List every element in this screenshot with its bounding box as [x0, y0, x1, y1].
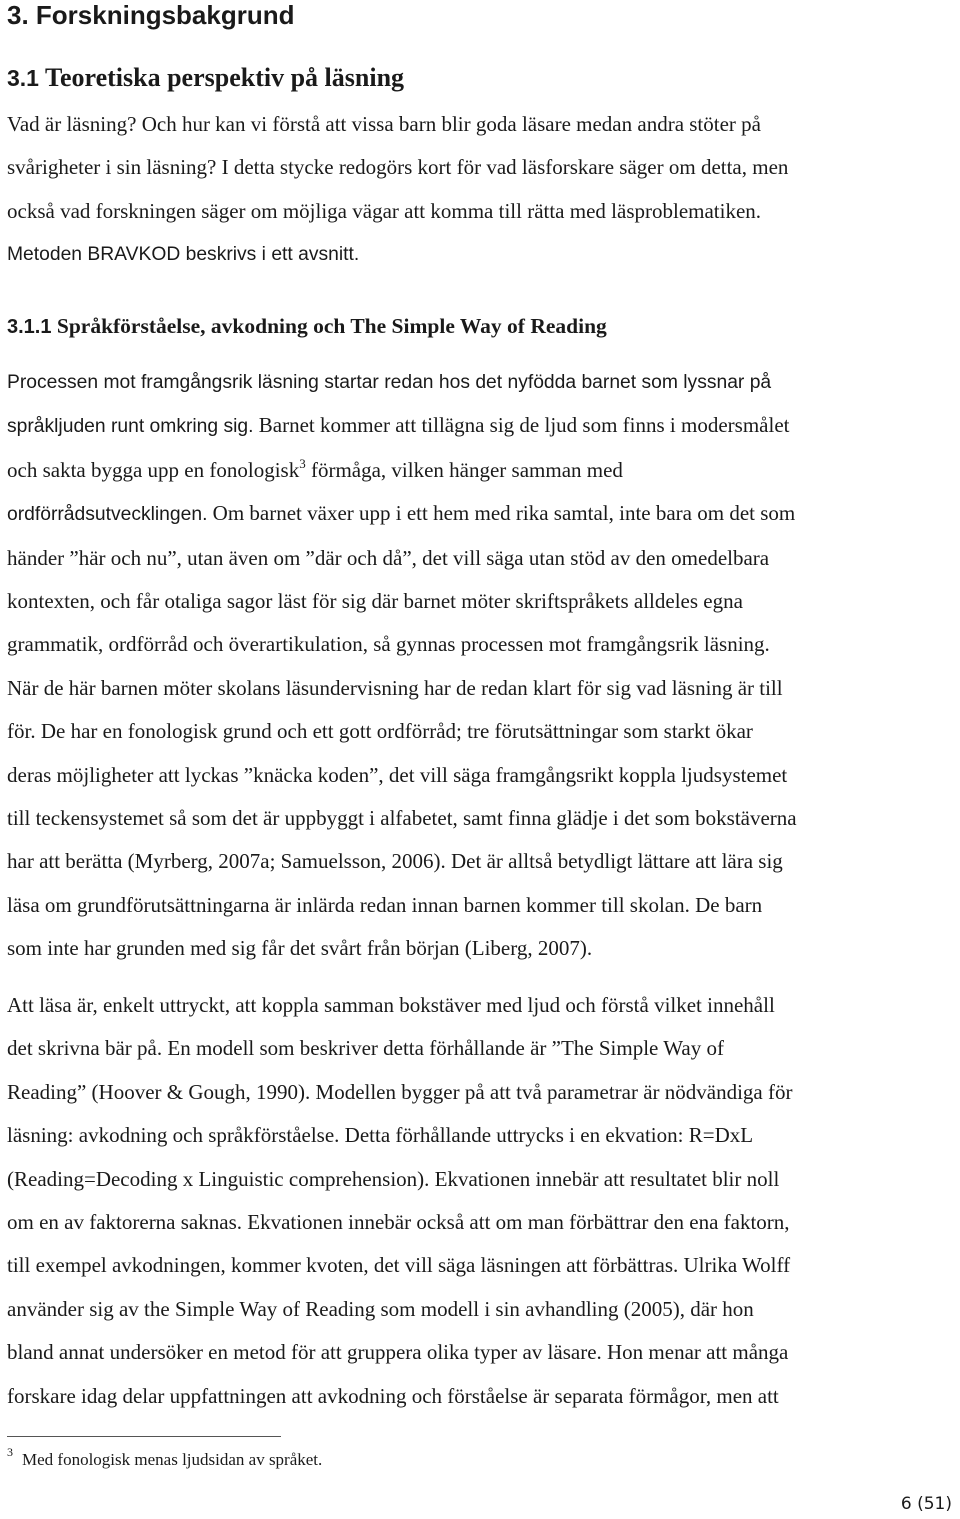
intro-paragraph — [7, 103, 957, 277]
text-line: grammatik, ordförråd och överartikulation, så gynnas processen mot framgångsrik läsning. — [7, 632, 770, 657]
text-line: har att berätta (Myrberg, 2007a; Samuelsson, 2006). Det är alltså betydligt lättare att lära sig — [7, 849, 783, 874]
section-heading: 3. Forskningsbakgrund — [7, 0, 295, 30]
body-paragraph-2 — [7, 984, 957, 1418]
text-line: också vad forskningen säger om möjliga vägar att komma till rätta med läsproblematiken. — [7, 198, 762, 223]
text-line: händer ”här och nu”, utan även om ”där och då”, det vill säga utan stöd av den omedelbara — [7, 545, 770, 570]
text-line: svårigheter i sin läsning? I detta stycke redogörs kort för vad läsforskare säger om detta, men — [7, 155, 789, 180]
text-line: (Reading=Decoding x Linguistic comprehension). Ekvationen innebär att resultatet blir noll — [7, 1166, 780, 1191]
footnote-reference[interactable]: 3 — [299, 455, 306, 471]
subsection-number: 3.1 — [7, 65, 39, 91]
text-line: Metoden BRAVKOD beskrivs i ett avsnitt. — [7, 244, 360, 266]
body-paragraph-1 — [7, 361, 957, 971]
text-line: det skrivna bär på. En modell som beskriver detta förhållande är ”The Simple Way of — [7, 1036, 724, 1061]
text-segment: och sakta bygga upp en fonologisk — [7, 457, 300, 482]
text-line — [7, 404, 957, 448]
footnote-separator — [7, 1436, 281, 1437]
text-line: som inte har grunden med sig får det svårt från början (Liberg, 2007). — [7, 936, 593, 961]
subsubsection-title: Språkförståelse, avkodning och The Simple Way of Reading — [51, 314, 607, 338]
text-line: kontexten, och får otaliga sagor läst för sig där barnet möter skriftspråkets alldeles egna — [7, 589, 743, 614]
subsection-title: Teoretiska perspektiv på läsning — [38, 63, 405, 92]
text-segment: språkljuden runt omkring sig. — [7, 416, 254, 438]
text-line: om en av faktorerna saknas. Ekvationen innebär också att om man förbättrar den ena faktorn, — [7, 1210, 790, 1235]
text-line — [7, 449, 957, 492]
text-line: Att läsa är, enkelt uttryckt, att koppla samman bokstäver med ljud och förstå vilket innehåll — [7, 993, 775, 1017]
text-line: till teckensystemet så som det är uppbyggt i alfabetet, samt finna glädje i det som bokstäverna — [7, 806, 797, 831]
text-line: Processen mot framgångsrik läsning startar redan hos det nyfödda barnet som lyssnar på — [7, 372, 772, 393]
subsubsection-heading — [7, 311, 607, 342]
subsubsection-number: 3.1.1 — [7, 316, 52, 338]
text-line: Vad är läsning? Och hur kan vi förstå att vissa barn blir goda läsare medan andra stöter på — [7, 112, 761, 136]
text-line — [7, 492, 957, 536]
text-segment: Om barnet växer upp i ett hem med rika samtal, inte bara om det som — [207, 501, 796, 526]
text-segment: ordförrådsutvecklingen. — [7, 504, 208, 526]
text-line: för. De har en fonologisk grund och ett gott ordförråd; tre förutsättningar som starkt ökar — [7, 719, 753, 744]
page-number: 6 (51) — [900, 1494, 952, 1514]
text-line: bland annat undersöker en metod för att gruppera olika typer av läsare. Hon menar att många — [7, 1340, 789, 1365]
text-line: Reading” (Hoover & Gough, 1990). Modellen bygger på att två parametrar är nödvändiga för — [7, 1079, 793, 1104]
text-line: forskare idag delar uppfattningen att avkodning och förståelse är separata förmågor, men att — [7, 1383, 779, 1408]
text-line: använder sig av the Simple Way of Reading som modell i sin avhandling (2005), där hon — [7, 1296, 754, 1321]
text-line: läsa om grundförutsättningarna är inlärda redan innan barnen kommer till skolan. De barn — [7, 892, 763, 917]
subsection-heading — [7, 62, 404, 94]
text-line: till exempel avkodningen, kommer kvoten, det vill säga läsningen att förbättras. Ulrika Wolff — [7, 1253, 791, 1278]
text-line: läsning: avkodning och språkförståelse. Detta förhållande uttrycks i en ekvation: R=DxL — [7, 1123, 754, 1148]
footnote-number: 3 — [7, 1445, 13, 1459]
text-line: När de här barnen möter skolans läsundervisning har de redan klart för sig vad läsning är till — [7, 675, 783, 700]
text-segment: förmåga, vilken hänger samman med — [305, 457, 623, 482]
text-line: deras möjligheter att lyckas ”knäcka koden”, det vill säga framgångsrikt koppla ljudsystemet — [7, 762, 788, 787]
text-segment: Barnet kommer att tillägna sig de ljud som finns i modersmålet — [253, 413, 790, 438]
footnote — [7, 1446, 322, 1474]
footnote-text: Med fonologisk menas ljudsidan av språket. — [22, 1450, 323, 1469]
